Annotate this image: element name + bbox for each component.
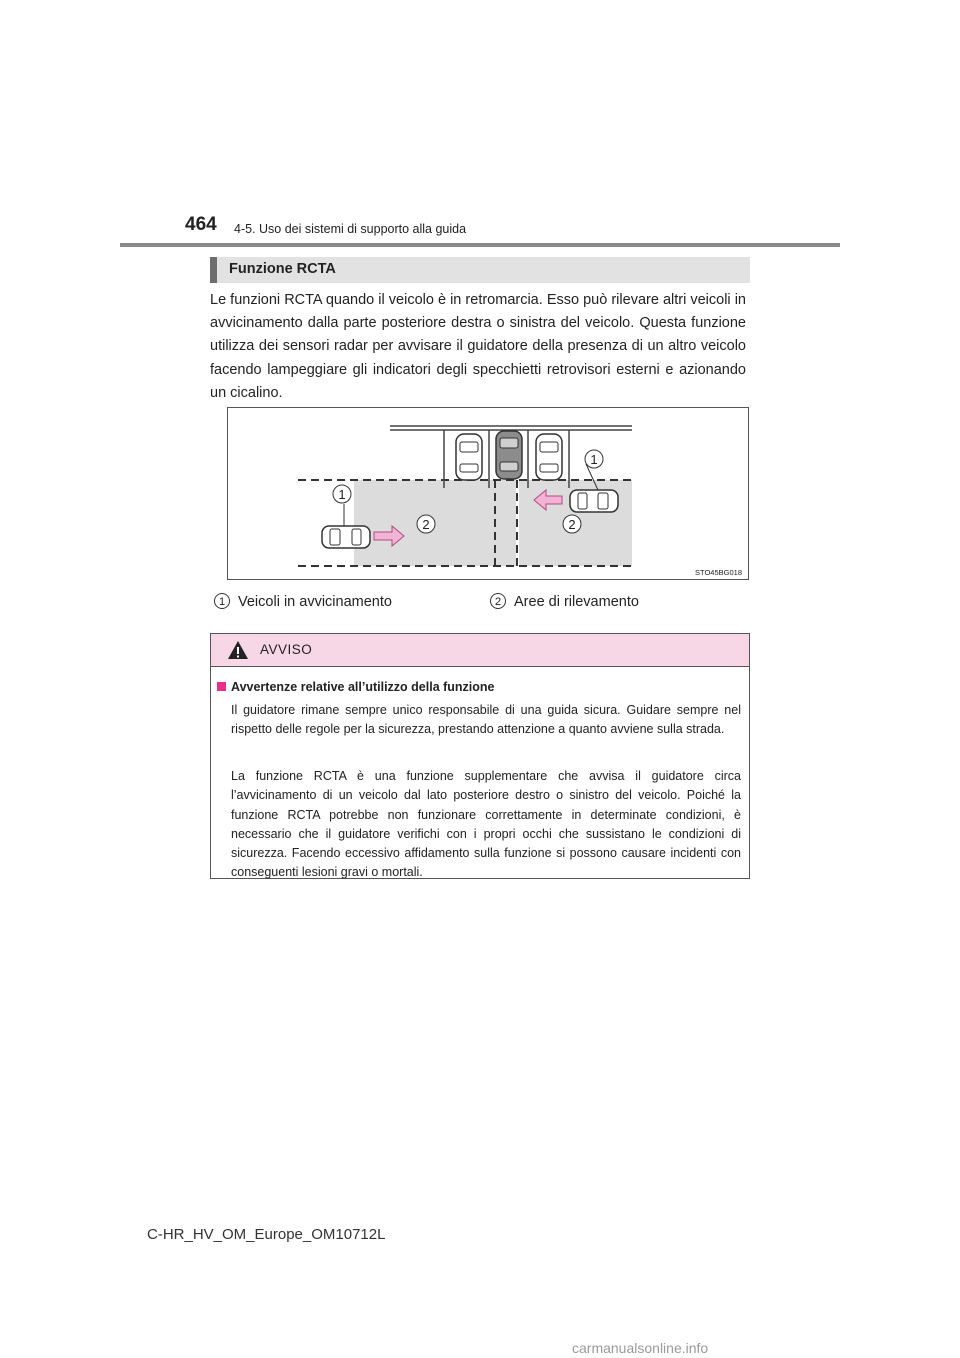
approaching-car-right [570,490,618,512]
footer-code: C-HR_HV_OM_Europe_OM10712L [147,1226,386,1243]
legend-item-1 [214,593,392,610]
legend-text-1: Veicoli in avvicinamento [238,594,392,610]
warning-title [217,680,495,694]
rcta-diagram [227,407,749,580]
header-rule [120,243,840,247]
warning-label: AVVISO [260,642,313,657]
callout-1-left: 1 [338,487,346,502]
parked-car-1 [456,434,482,480]
section-title: 4-5. Uso dei sistemi di supporto alla guida [234,222,467,236]
legend-item-2 [490,593,639,610]
legend-text-2: Aree di rilevamento [514,594,639,610]
subheading-bar [210,257,750,283]
parked-car-2 [536,434,562,480]
watermark: carmanualsonline.info [572,1340,709,1356]
callout-1-right: 1 [590,452,598,467]
warning-paragraph-1: Il guidatore rimane sempre unico responsabile di una guida sicura. Guidare sempre nel rispetto delle regole per la sicurezza, prestando attenzione a quanto avviene sulla strada. [231,703,741,737]
warning-paragraph-2: La funzione RCTA è una funzione supplementare che avvisa il guidatore circa l’avvicinamento di un veicolo dal lato posteriore destro o sinistro del veicolo. Poiché la funzione RCTA potrebbe non funzionare correttamente in determinate condizioni, è necessario che il guidatore verifichi con i propri occhi che sussistano le condizioni di sicurezza. Facendo eccessivo affidamento sulla funzione si possono causare incidenti con conseguenti lesioni gravi o mortali. [231,769,741,880]
legend-number-1: 1 [214,593,230,609]
warning-box [210,633,750,879]
legend-number-2: 2 [490,593,506,609]
warning-title-text: Avvertenze relative all’utilizzo della funzione [231,680,495,694]
warning-triangle-icon [227,640,249,660]
subheading-title: Funzione RCTA [229,261,336,277]
page-number: 464 [185,214,217,235]
callout-2-left: 2 [422,517,430,532]
bullet-square-icon [217,682,226,691]
approaching-car-left [322,526,370,548]
intro-paragraph: Le funzioni RCTA quando il veicolo è in retromarcia. Esso può rilevare altri veicoli in avvicinamento dalla parte posteriore destra o sinistra del veicolo. Questa funzione utilizza dei sensori radar per avvisare il guidatore della presenza di un altro veicolo facendo lampeggiare gli indicatori degli specchietti retrovisori esterni e azionando un cicalino. [210,292,746,401]
rcta-diagram-svg [228,408,748,579]
figure-code: STO45BG018 [695,568,742,577]
callout-2-right: 2 [568,517,576,532]
reversing-car [496,431,522,479]
warning-header [211,634,749,667]
